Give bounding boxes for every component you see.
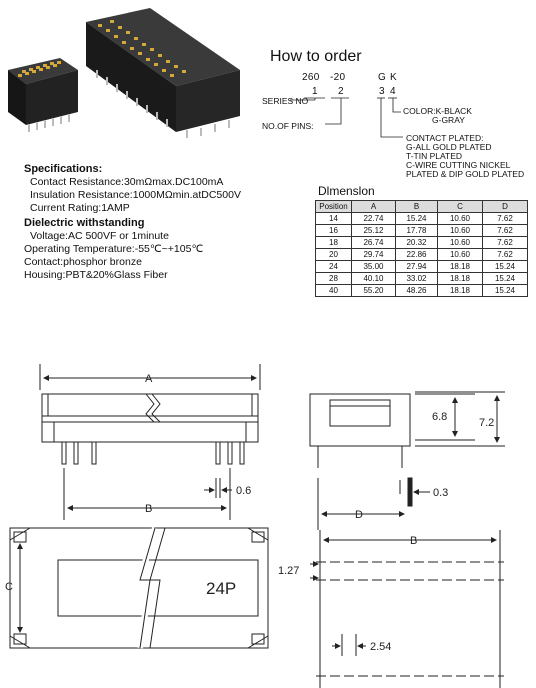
dielectric-line-4: Housing:PBT&20%Glass Fiber — [24, 269, 168, 281]
code-plating: G — [378, 72, 387, 83]
label-color: COLOR:K-BLACK — [403, 106, 472, 116]
code-digit-4: 4 — [390, 86, 396, 97]
label-contact-title: CONTACT PLATED: — [406, 133, 484, 143]
table-row — [316, 285, 528, 297]
technical-drawing — [0, 350, 536, 688]
spec-line-3: Current Rating:1AMP — [30, 202, 130, 214]
pin-layout-view — [310, 530, 504, 688]
dimension-table — [315, 200, 528, 297]
table-header-row — [316, 201, 528, 213]
label-contact-dip: PLATED & DIP GOLD PLATED — [406, 169, 525, 179]
dim-06-label: 0.6 — [236, 485, 252, 497]
label-contact-c: C-WIRE CUTTING NICKEL — [406, 160, 511, 170]
dielectric-title: Dielectric withstanding — [24, 217, 145, 229]
cell: 18.18 — [438, 285, 483, 297]
spec-line-2: Insulation Resistance:1000MΩmin.atDC500V — [30, 189, 241, 201]
cell: 26.74 — [352, 237, 396, 249]
cell: 18 — [316, 237, 352, 249]
dim-72-label: 7.2 — [479, 417, 495, 429]
cell: 28 — [316, 273, 352, 285]
cell: 15.24 — [396, 213, 438, 225]
label-contact-g: G-ALL GOLD PLATED — [406, 142, 492, 152]
dim-b-label: B — [145, 503, 153, 515]
cell: 25.12 — [352, 225, 396, 237]
cell: 22.86 — [396, 249, 438, 261]
cell: 15.24 — [483, 285, 528, 297]
how-to-order-title: How to order — [270, 48, 362, 65]
cell: 48.26 — [396, 285, 438, 297]
header-c: C — [438, 201, 483, 213]
dim-c-label: C — [5, 581, 13, 593]
dielectric-line-2: Operating Temperature:-55℃~+105℃ — [24, 243, 204, 255]
large-connector-image — [86, 8, 240, 138]
dimension-title: Dlmenslon — [318, 184, 375, 198]
small-connector-image — [8, 58, 78, 132]
pins-24p-label: 24P — [206, 579, 237, 598]
cell: 33.02 — [396, 273, 438, 285]
cell: 40 — [316, 285, 352, 297]
table-row — [316, 213, 528, 225]
table-row — [316, 225, 528, 237]
header-b: B — [396, 201, 438, 213]
dielectric-line-1: Voltage:AC 500VF or 1minute — [30, 230, 169, 242]
front-view — [40, 364, 260, 520]
cell: 22.74 — [352, 213, 396, 225]
cell: 7.62 — [483, 249, 528, 261]
cell: 7.62 — [483, 213, 528, 225]
code-digit-2: 2 — [338, 86, 344, 97]
header-position: Position — [316, 201, 352, 213]
code-color: K — [390, 72, 397, 83]
cell: 18.18 — [438, 261, 483, 273]
cell: 35.00 — [352, 261, 396, 273]
cell: 17.78 — [396, 225, 438, 237]
specifications-block — [24, 163, 304, 282]
specifications-title: Specifications: — [24, 163, 103, 175]
dim-254-label: 2.54 — [370, 641, 392, 653]
cell: 15.24 — [483, 261, 528, 273]
cell: 20.32 — [396, 237, 438, 249]
dim-127-label: 1.27 — [278, 565, 300, 577]
table-row — [316, 261, 528, 273]
cell: 10.60 — [438, 249, 483, 261]
header-a: A — [352, 201, 396, 213]
cell: 7.62 — [483, 225, 528, 237]
header-d: D — [483, 201, 528, 213]
cell: 7.62 — [483, 237, 528, 249]
cell: 55.20 — [352, 285, 396, 297]
table-row — [316, 237, 528, 249]
code-digit-1: 1 — [312, 86, 318, 97]
table-row — [316, 273, 528, 285]
cell: 40.10 — [352, 273, 396, 285]
cell: 16 — [316, 225, 352, 237]
cell: 15.24 — [483, 273, 528, 285]
dim-a-label: A — [145, 373, 153, 385]
cell: 10.60 — [438, 213, 483, 225]
cell: 20 — [316, 249, 352, 261]
table-row — [316, 249, 528, 261]
label-contact-t: T-TIN PLATED — [406, 151, 463, 161]
order-leader-lines — [255, 80, 535, 160]
code-series: 260 — [302, 72, 320, 83]
code-digit-3: 3 — [379, 86, 385, 97]
cell: 27.94 — [396, 261, 438, 273]
dim-d-label: D — [355, 509, 363, 521]
cell: 10.60 — [438, 237, 483, 249]
code-pins: -20 — [330, 72, 346, 83]
dim-68-label: 6.8 — [432, 411, 448, 423]
label-series-no: SERIES NO — [262, 96, 309, 106]
cell: 10.60 — [438, 225, 483, 237]
spec-line-1: Contact Resistance:30mΩmax.DC100mA — [30, 176, 224, 188]
label-no-of-pins: NO.OF PINS: — [262, 121, 314, 131]
dim-03-label: 0.3 — [433, 487, 449, 499]
cell: 14 — [316, 213, 352, 225]
label-color-2: G-GRAY — [432, 115, 465, 125]
cell: 18.18 — [438, 273, 483, 285]
cell: 24 — [316, 261, 352, 273]
dielectric-line-3: Contact:phosphor bronze — [24, 256, 142, 268]
cell: 29.74 — [352, 249, 396, 261]
product-photo — [0, 0, 250, 150]
dim-b2-label: B — [410, 535, 418, 547]
side-view — [310, 392, 505, 530]
